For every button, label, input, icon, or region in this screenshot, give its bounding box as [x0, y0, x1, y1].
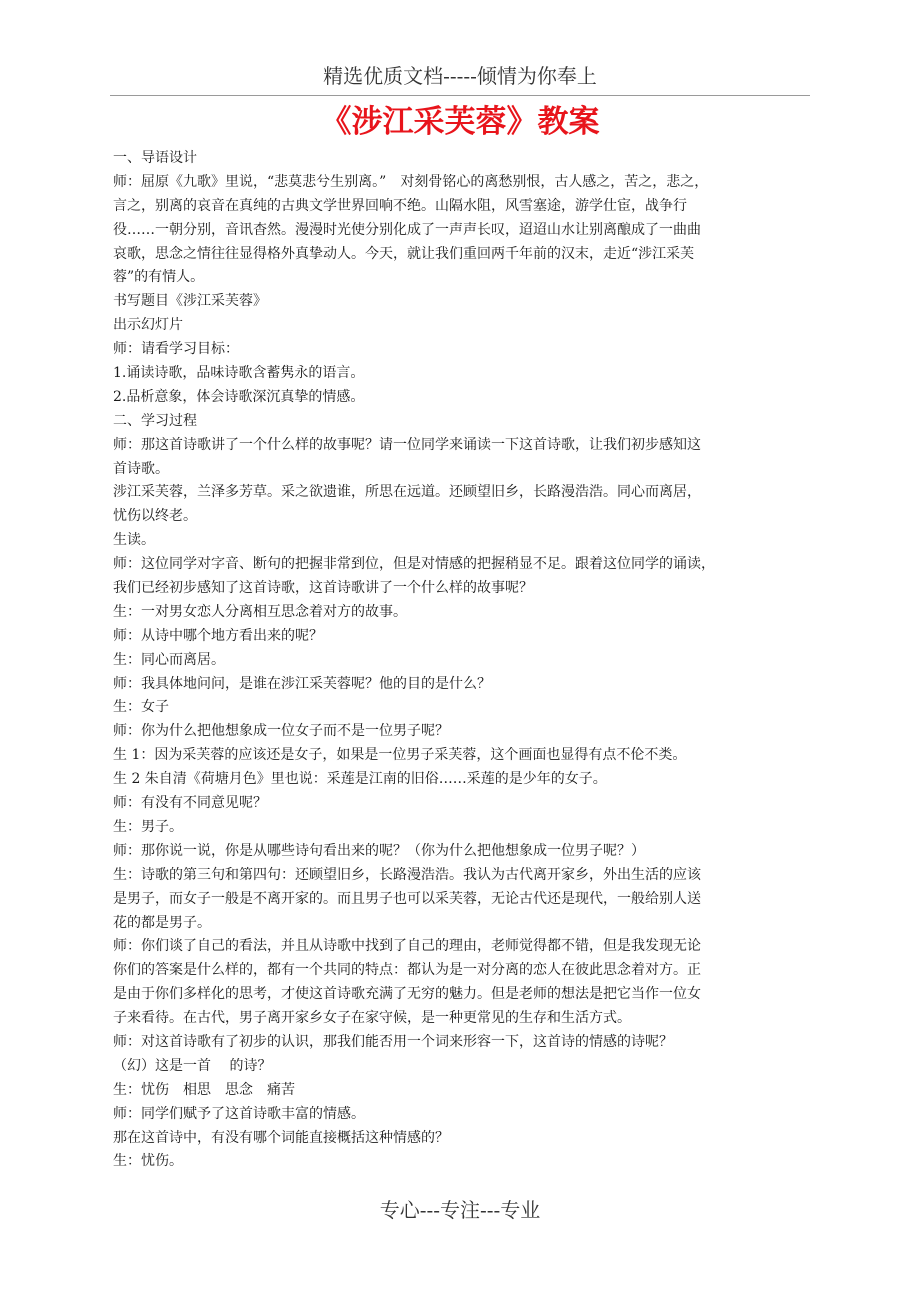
body-line: 蓉”的有情人。: [113, 269, 205, 286]
body-line: 生：诗歌的第三句和第四句：还顾望旧乡，长路漫浩浩。我认为古代离开家乡，外出生活的应该: [113, 866, 701, 883]
body-line: 忧伤以终老。: [113, 508, 197, 525]
page-header: 精选优质文档-----倾情为你奉上: [323, 64, 597, 88]
body-line: 言之，别离的哀音在真纯的古典文学世界回响不绝。山隔水阻，风雪塞途，游学仕宦，战争行: [113, 197, 687, 214]
body-line: 师：那你说一说，你是从哪些诗句看出来的呢？（你为什么把他想象成一位男子呢？）: [113, 842, 645, 859]
body-line: 师：同学们赋予了这首诗歌丰富的情感。: [113, 1105, 365, 1122]
body-line: 是男子，而女子一般是不离开家的。而且男子也可以采芙蓉，无论古代还是现代，一般给别人送: [113, 890, 701, 907]
body-line: 生 1：因为采芙蓉的应该还是女子，如果是一位男子采芙蓉，这个画面也显得有点不伦不类。: [113, 747, 687, 764]
body-line: 师：那这首诗歌讲了一个什么样的故事呢？请一位同学来诵读一下这首诗歌，让我们初步感知这: [113, 436, 701, 453]
body-line: 师：你为什么把他想象成一位女子而不是一位男子呢？: [113, 723, 449, 740]
body-line: 1.诵读诗歌，品味诗歌含蓄隽永的语言。: [113, 365, 365, 382]
body-line: 师：对这首诗歌有了初步的认识，那我们能否用一个词来形容一下，这首诗的情感的诗呢？: [113, 1033, 673, 1050]
body-line: 哀歌，思念之情往往显得格外真挚动人。今天，就让我们重回两千年前的汉末，走近“涉江采芙: [113, 245, 695, 262]
body-line: 师：有没有不同意见呢？: [113, 795, 267, 812]
body-line: 2.品析意象，体会诗歌深沉真挚的情感。: [113, 388, 365, 405]
body-line: 生：男子。: [113, 818, 183, 835]
document-body: [113, 147, 807, 1174]
body-line: 生：一对男女恋人分离相互思念着对方的故事。: [113, 603, 407, 620]
body-line: 一、导语设计: [113, 150, 197, 166]
body-line: 你们的答案是什么样的，都有一个共同的特点：都认为是一对分离的恋人在彼此思念着对方。正: [113, 962, 701, 979]
header-divider: [110, 95, 810, 96]
body-line: 花的都是男子。: [113, 914, 211, 931]
body-line: 生读。: [113, 532, 155, 549]
body-line: （幻）这是一首 的诗？: [113, 1057, 272, 1074]
body-line: 生：女子: [113, 699, 169, 716]
body-line: 出示幻灯片: [113, 317, 183, 334]
body-line: 我们已经初步感知了这首诗歌，这首诗歌讲了一个什么样的故事呢？: [113, 580, 533, 597]
body-line: 师：从诗中哪个地方看出来的呢？: [113, 627, 323, 644]
body-line: 师：你们谈了自己的看法，并且从诗歌中找到了自己的理由，老师觉得都不错，但是我发现无论: [113, 938, 701, 955]
body-line: 生：忧伤。: [113, 1153, 183, 1170]
body-line: 生 2 朱自清《荷塘月色》里也说：采莲是江南的旧俗……采莲的是少年的女子。: [113, 771, 607, 788]
body-line: 生：同心而离居。: [113, 651, 225, 668]
body-line: 子来看待。在古代，男子离开家乡女子在家守候，是一种更常见的生存和生活方式。: [113, 1010, 631, 1027]
body-line: 是由于你们多样化的思考，才使这首诗歌充满了无穷的魅力。但是老师的想法是把它当作一位女: [113, 986, 701, 1003]
body-line: 首诗歌。: [113, 460, 169, 477]
body-line: 役……一朝分别，音讯杳然。漫漫时光使分别化成了一声声长叹，迢迢山水让别离酿成了一曲曲: [113, 221, 701, 238]
body-line: 涉江采芙蓉，兰泽多芳草。采之欲遗谁，所思在远道。还顾望旧乡，长路漫浩浩。同心而离居，: [113, 484, 701, 501]
document-title: 《涉江采芙蓉》教案: [320, 104, 600, 140]
body-line: 师：屈原《九歌》里说，“悲莫悲兮生别离。” 对刻骨铭心的离愁别恨，古人感之，苦之，悲之，: [113, 173, 709, 190]
body-line: 师：请看学习目标：: [113, 341, 239, 358]
body-line: 那在这首诗中，有没有哪个词能直接概括这种情感的？: [113, 1129, 449, 1146]
body-line: 生：忧伤 相思 思念 痛苦: [113, 1081, 295, 1098]
body-line: 二、学习过程: [113, 412, 197, 429]
body-line: 师：这位同学对字音、断句的把握非常到位，但是对情感的把握稍显不足。跟着这位同学的诵读，: [113, 556, 715, 573]
page-footer: 专心---专注---专业: [379, 1198, 541, 1222]
body-line: 书写题目《涉江采芙蓉》: [113, 293, 267, 310]
body-line: 师：我具体地问问，是谁在涉江采芙蓉呢？他的目的是什么？: [113, 675, 491, 692]
